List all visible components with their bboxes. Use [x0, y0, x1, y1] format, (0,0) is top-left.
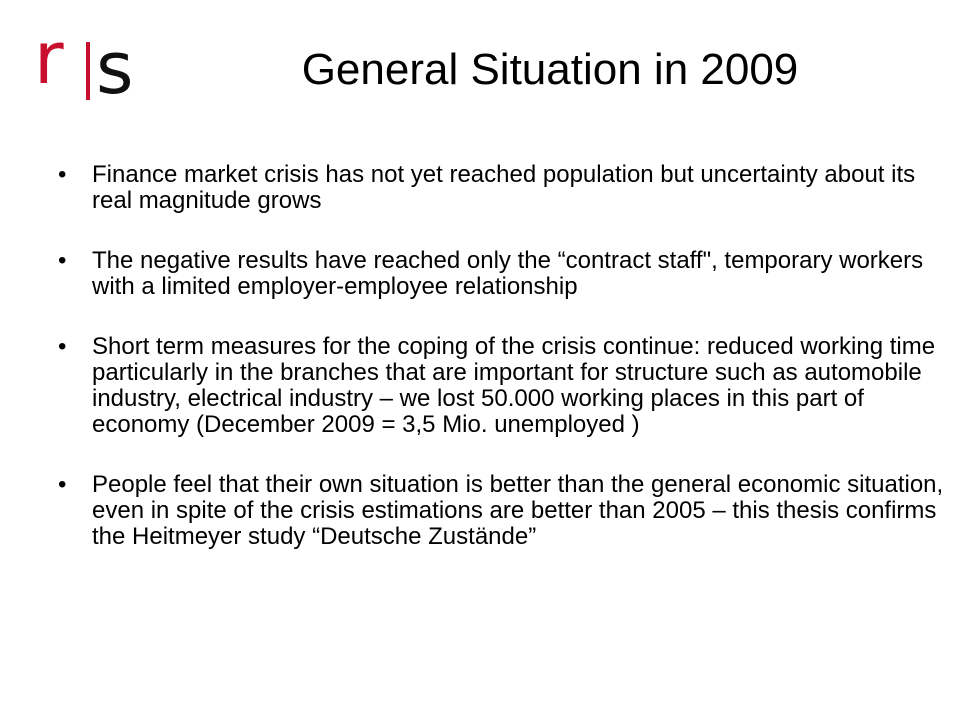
bullet-icon: • [58, 333, 67, 360]
bullet-item [52, 248, 952, 300]
bullet-item [52, 334, 952, 438]
slide-title: General Situation in 2009 [301, 45, 799, 94]
bullet-icon: • [58, 247, 67, 274]
logo-divider [86, 42, 90, 100]
bullet-text: People feel that their own situation is better than the general economic situation, even in spite of the crisis estimations are better than 2005 – this thesis confirms the Heitmeyer study “Deutsche Zustände” [92, 471, 944, 550]
bullet-list [52, 162, 952, 584]
logo-letter-r: r [34, 16, 64, 100]
bullet-text: The negative results have reached only the “contract staff", temporary workers with a limited employer-employee relationship [92, 247, 924, 300]
bullet-text: Finance market crisis has not yet reached population but uncertainty about its real magnitude grows [92, 161, 916, 214]
bullet-text: Short term measures for the coping of the crisis continue: reduced working time particularly in the branches that are important for structure such as automobile industry, electrical industry – we lost 50.000 working places in this part of economy (December 2009 = 3,5 Mio. unemployed ) [92, 333, 936, 438]
bullet-item [52, 472, 952, 550]
bullet-icon: • [58, 471, 67, 498]
rls-logo [34, 16, 144, 112]
logo-letter-s: s [96, 26, 134, 110]
bullet-item [52, 162, 952, 214]
bullet-icon: • [58, 161, 67, 188]
